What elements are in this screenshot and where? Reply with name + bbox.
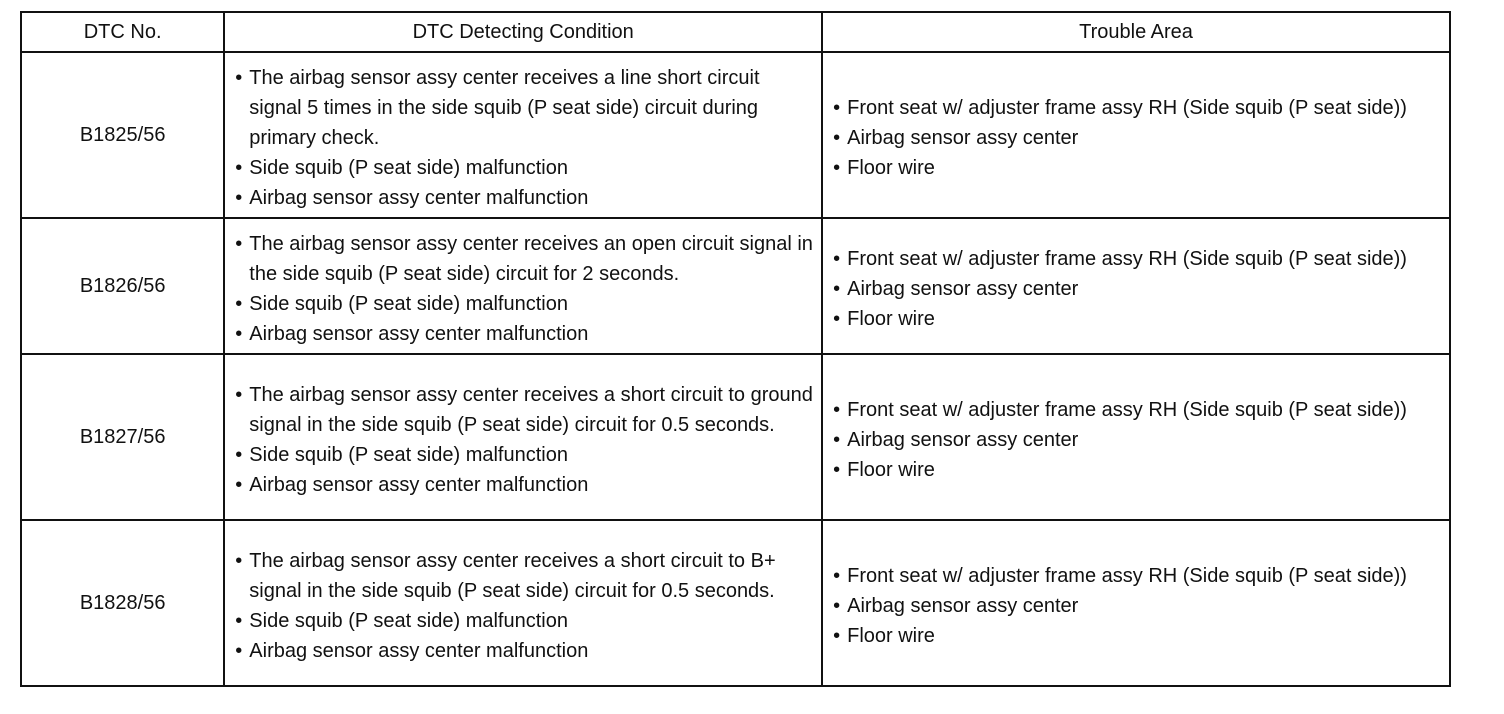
- trouble-area-item: • Floor wire: [833, 455, 1441, 485]
- trouble-area-list: [833, 93, 1441, 183]
- header-detecting-condition: DTC Detecting Condition: [224, 12, 822, 52]
- condition-item: • The airbag sensor assy center receives a short circuit to B+ signal in the side squib (P seat side) circuit for 0.5 seconds.: [235, 546, 813, 606]
- condition-list: [235, 229, 813, 349]
- condition-item: • Side squib (P seat side) malfunction: [235, 440, 813, 470]
- condition-item: • Airbag sensor assy center malfunction: [235, 636, 813, 666]
- condition-item: • The airbag sensor assy center receives a line short circuit signal 5 times in the side squib (P seat side) circuit during primary check.: [235, 63, 813, 153]
- condition-item: • Side squib (P seat side) malfunction: [235, 289, 813, 319]
- condition-item: • Side squib (P seat side) malfunction: [235, 153, 813, 183]
- condition-list: [235, 380, 813, 500]
- condition-item: • Airbag sensor assy center malfunction: [235, 470, 813, 500]
- table-row: [21, 354, 1450, 520]
- table-row: [21, 520, 1450, 686]
- trouble-area-cell: [822, 354, 1450, 520]
- condition-cell: [224, 520, 822, 686]
- condition-cell: [224, 354, 822, 520]
- table-row: [21, 218, 1450, 354]
- trouble-area-item: • Front seat w/ adjuster frame assy RH (Side squib (P seat side)): [833, 561, 1441, 591]
- trouble-area-item: • Front seat w/ adjuster frame assy RH (Side squib (P seat side)): [833, 244, 1441, 274]
- trouble-area-item: • Airbag sensor assy center: [833, 425, 1441, 455]
- condition-item: • Airbag sensor assy center malfunction: [235, 319, 813, 349]
- trouble-area-item: • Airbag sensor assy center: [833, 123, 1441, 153]
- trouble-area-cell: [822, 218, 1450, 354]
- condition-cell: [224, 218, 822, 354]
- condition-item: • The airbag sensor assy center receives an open circuit signal in the side squib (P seat side) circuit for 2 seconds.: [235, 229, 813, 289]
- condition-list: [235, 63, 813, 213]
- condition-list: [235, 546, 813, 666]
- dtc-table: [20, 11, 1451, 687]
- dtc-code-cell: B1827/56: [21, 354, 224, 520]
- trouble-area-cell: [822, 52, 1450, 218]
- trouble-area-item: • Floor wire: [833, 304, 1441, 334]
- dtc-code-cell: B1826/56: [21, 218, 224, 354]
- trouble-area-item: • Airbag sensor assy center: [833, 274, 1441, 304]
- trouble-area-item: • Floor wire: [833, 153, 1441, 183]
- trouble-area-item: • Front seat w/ adjuster frame assy RH (Side squib (P seat side)): [833, 395, 1441, 425]
- trouble-area-item: • Floor wire: [833, 621, 1441, 651]
- trouble-area-cell: [822, 520, 1450, 686]
- condition-item: • The airbag sensor assy center receives a short circuit to ground signal in the side squib (P seat side) circuit for 0.5 seconds.: [235, 380, 813, 440]
- condition-item: • Side squib (P seat side) malfunction: [235, 606, 813, 636]
- trouble-area-list: [833, 244, 1441, 334]
- trouble-area-list: [833, 561, 1441, 651]
- dtc-code-cell: B1828/56: [21, 520, 224, 686]
- trouble-area-list: [833, 395, 1441, 485]
- trouble-area-item: • Front seat w/ adjuster frame assy RH (Side squib (P seat side)): [833, 93, 1441, 123]
- dtc-code-cell: B1825/56: [21, 52, 224, 218]
- table-row: [21, 52, 1450, 218]
- header-dtc-no: DTC No.: [21, 12, 224, 52]
- trouble-area-item: • Airbag sensor assy center: [833, 591, 1441, 621]
- condition-item: • Airbag sensor assy center malfunction: [235, 183, 813, 213]
- header-trouble-area: Trouble Area: [822, 12, 1450, 52]
- table-header-row: [21, 12, 1450, 52]
- condition-cell: [224, 52, 822, 218]
